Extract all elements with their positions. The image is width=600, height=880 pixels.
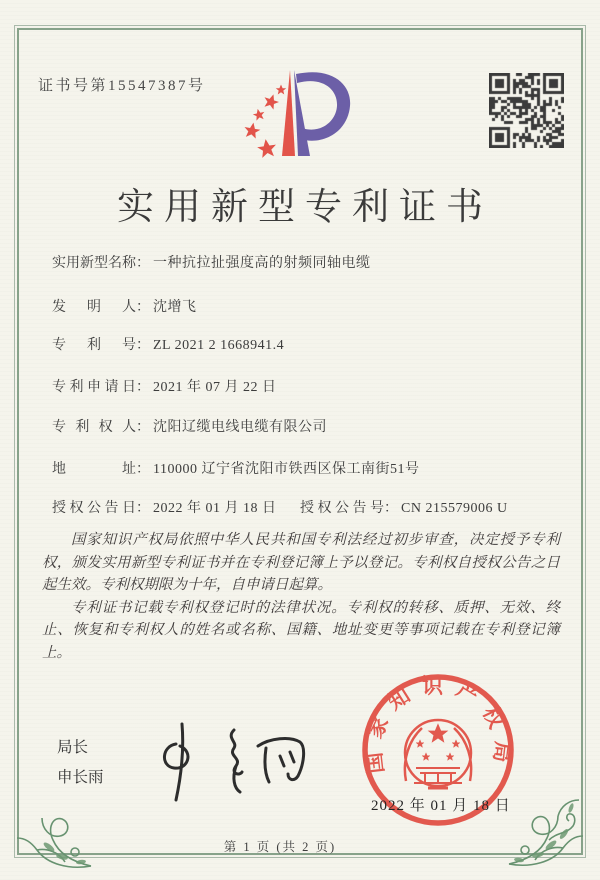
field-row-patentee <box>52 416 327 434</box>
legal-paragraph-1: 国家知识产权局依照中华人民共和国专利法经过初步审查，决定授予专利权，颁发实用新型专利证书并在专利登记簿上予以登记。专利权自授权公告之日起生效。专利权期限为十年，自申请日起算。 <box>42 532 560 593</box>
cnipa-logo-icon <box>240 64 360 162</box>
field-label: 实用新型名称 <box>52 256 136 271</box>
field-value: 2022 年 01 月 18 日 <box>153 501 277 516</box>
field-row-inventor <box>52 296 197 314</box>
field-row-address <box>52 458 419 476</box>
legal-paragraph-2: 专利证书记载专利权登记时的法律状况。专利权的转移、质押、无效、终止、恢复和专利权人的姓名或名称、国籍、地址变更等事项记载在专利登记簿上。 <box>42 599 560 661</box>
field-value: 沈阳辽缆电线电缆有限公司 <box>153 420 327 435</box>
field-value: ZL 2021 2 1668941.4 <box>153 338 285 353</box>
field-row-patent-no <box>52 334 284 352</box>
field-label: 授权公告日 <box>52 501 136 516</box>
corner-flourish-icon <box>13 792 95 872</box>
field-row-grant-date <box>52 497 277 515</box>
field-value: 沈增飞 <box>153 300 197 315</box>
field-colon: ： <box>384 501 398 516</box>
field-label: 专利号 <box>52 338 136 353</box>
field-label: 发明人 <box>52 300 136 315</box>
field-row-name <box>52 252 371 270</box>
certificate-number: 证书号第15547387号 <box>38 78 206 94</box>
field-value: 2021 年 07 月 22 日 <box>153 380 277 395</box>
page-number: 第 1 页 (共 2 页) <box>223 840 337 854</box>
field-colon: ： <box>136 300 150 315</box>
certificate-title: 实用新型专利证书 <box>117 187 493 228</box>
field-colon: ： <box>136 380 150 395</box>
corner-flourish-icon <box>505 790 587 870</box>
field-colon: ： <box>136 501 150 516</box>
field-colon: ： <box>136 462 150 477</box>
field-label: 授权公告号 <box>300 501 384 516</box>
field-row-filing-date <box>52 376 277 394</box>
director-name: 申长雨 <box>57 769 104 786</box>
field-value: 110000 辽宁省沈阳市铁西区保工南街51号 <box>153 462 420 477</box>
field-value: CN 215579006 U <box>401 501 508 516</box>
field-label: 专利权人 <box>52 420 136 435</box>
legal-text <box>42 529 560 664</box>
seal-ring-text: 国家知识产权局 <box>360 674 516 775</box>
grant-date-stamp: 2022 年 01 月 18 日 <box>371 798 511 814</box>
field-colon: ： <box>136 420 150 435</box>
field-label: 地址 <box>52 462 136 477</box>
field-value: 一种抗拉扯强度高的射频同轴电缆 <box>153 256 371 271</box>
field-colon: ： <box>136 338 150 353</box>
handwritten-signature <box>148 714 320 806</box>
director-title: 局长 <box>57 739 89 756</box>
field-label: 专利申请日 <box>52 380 136 395</box>
qr-code-icon <box>489 73 564 148</box>
field-colon: ： <box>136 256 150 271</box>
field-row-grant-no <box>300 497 508 515</box>
